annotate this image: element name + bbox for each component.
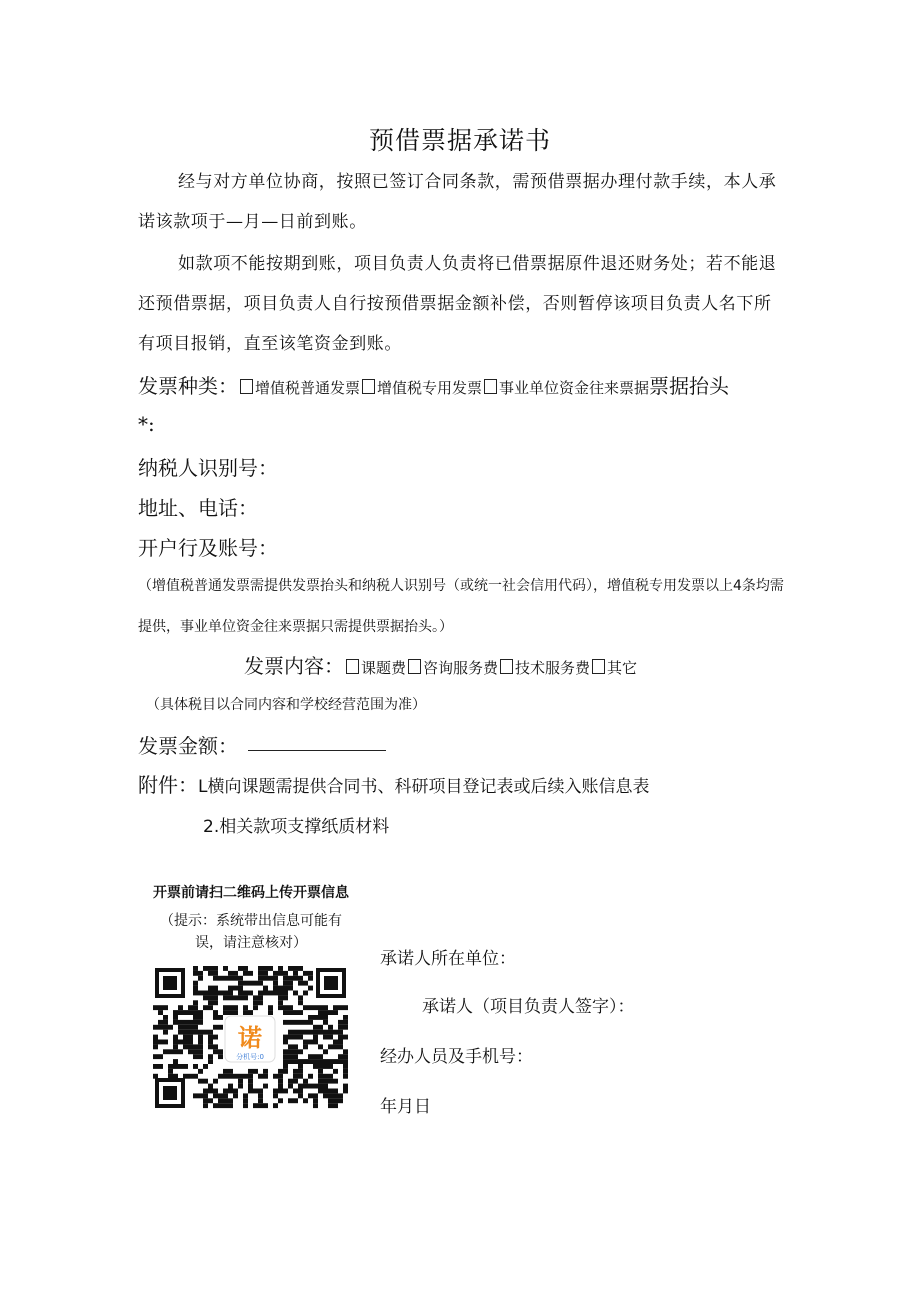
invoice-type-row — [138, 370, 798, 399]
taxpayer-id-label: 纳税人识别号： — [138, 456, 278, 480]
option-vat-normal: 增值税普通发票 — [255, 379, 361, 397]
option-consulting-fee: 咨询服务费 — [423, 659, 499, 677]
invoice-amount-row — [138, 730, 786, 759]
option-institution-receipt: 事业单位资金往来票据 — [499, 379, 650, 397]
option-project-fee: 课题费 — [361, 659, 407, 677]
committer-unit-label: 承诺人所在单位： — [380, 949, 516, 969]
qr-caption-tip: （提示：系统带出信息可能有误，请注意核对） — [160, 913, 342, 951]
invoice-content-label: 发票内容： — [244, 654, 344, 678]
bank-account-label: 开户行及账号： — [138, 536, 278, 560]
receipt-header-label: 票据抬头 — [649, 374, 730, 398]
checkbox-project-fee[interactable] — [346, 659, 359, 674]
checkbox-consulting-fee[interactable] — [408, 659, 421, 674]
date-label: 年月日 — [380, 1097, 431, 1117]
invoice-requirement-note: （增值税普通发票需提供发票抬头和纳税人识别号（或统一社会信用代码），增值税专用发票以上4条均需提供，事业单位资金往来票据只需提供票据抬头。） — [138, 578, 784, 635]
tax-item-note: （具体税目以合同内容和学校经营范围为准） — [146, 697, 426, 713]
checkbox-technical-fee[interactable] — [500, 659, 513, 674]
option-other: 其它 — [607, 659, 638, 677]
invoice-content-row — [244, 650, 637, 679]
qr-code-icon[interactable] — [153, 966, 348, 1110]
attachment-item-1: L横向课题需提供合同书、科研项目登记表或后续入账信息表 — [198, 777, 650, 797]
attachment-item-2: 2.相关款项支撑纸质材料 — [203, 817, 390, 837]
qr-logo-char: 诺 — [238, 1024, 262, 1052]
checkbox-vat-special[interactable] — [362, 379, 375, 394]
checkbox-other[interactable] — [592, 659, 605, 674]
qr-caption-main: 开票前请扫二维码上传开票信息 — [153, 885, 349, 901]
invoice-amount-blank[interactable] — [248, 736, 386, 751]
paragraph-commitment: 经与对方单位协商，按照已签订合同条款，需预借票据办理付款手续，本人承诺该款项于—月—日前到账。 — [138, 172, 777, 232]
paragraph-consequence: 如款项不能按期到账，项目负责人负责将已借票据原件退还财务处；若不能退还预借票据，项目负责人自行按预借票据金额补偿，否则暂停该项目负责人名下所有项目报销，直至该笔资金到账。 — [138, 254, 777, 354]
option-vat-special: 增值税专用发票 — [377, 379, 483, 397]
document-title: 预借票据承诺书 — [368, 126, 551, 155]
address-phone-label: 地址、电话： — [138, 496, 258, 520]
option-technical-fee: 技术服务费 — [515, 659, 591, 677]
attachment-label: 附件： — [138, 773, 198, 797]
handler-phone-label: 经办人员及手机号： — [380, 1047, 533, 1067]
invoice-amount-label: 发票金额： — [138, 734, 238, 758]
receipt-header-suffix: *: — [138, 412, 155, 436]
invoice-type-label: 发票种类： — [138, 374, 238, 398]
attachment-row — [138, 769, 838, 798]
qr-logo-subtext: 分机号:0 — [236, 1053, 264, 1061]
checkbox-institution-receipt[interactable] — [484, 379, 497, 394]
checkbox-vat-normal[interactable] — [240, 379, 253, 394]
committer-signature-label: 承诺人（项目负责人签字）： — [422, 997, 635, 1017]
